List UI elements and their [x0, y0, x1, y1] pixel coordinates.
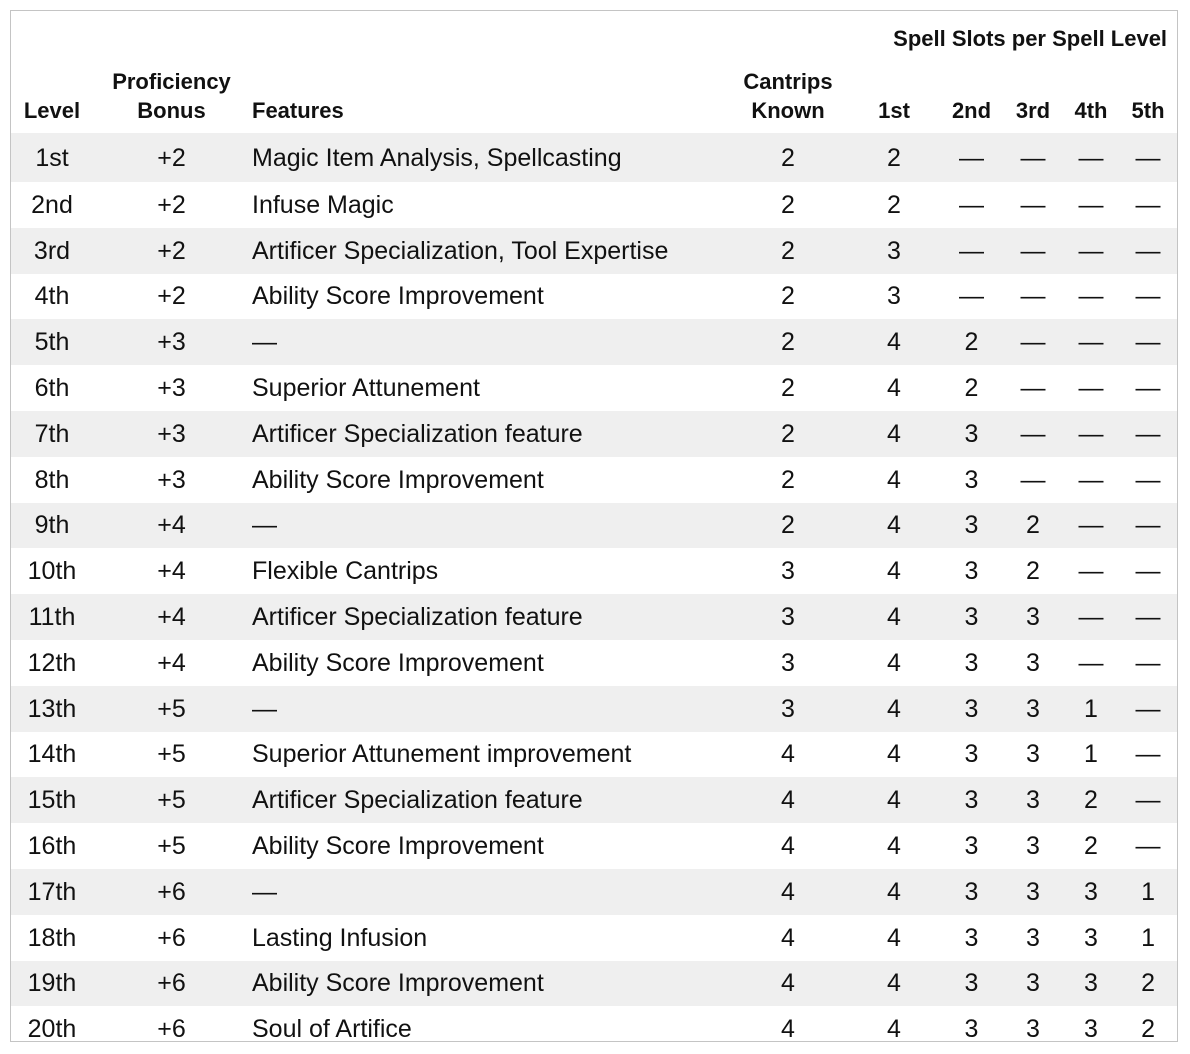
- level-cell: 5th: [11, 319, 93, 365]
- slot-4th-cell: 1: [1063, 686, 1119, 732]
- table-row: [11, 594, 1177, 640]
- proficiency-bonus-cell: +5: [93, 686, 250, 732]
- proficiency-bonus-cell: +4: [157, 648, 186, 677]
- slot-3rd-cell: 3: [1003, 594, 1063, 640]
- level-cell: 15th: [11, 777, 93, 823]
- cantrips-known-cell: 4: [781, 740, 795, 769]
- slot-2nd-cell: 3: [940, 961, 1003, 1007]
- slot-3rd-cell: —: [1003, 319, 1063, 365]
- slot-4th-cell: 3: [1084, 923, 1098, 952]
- proficiency-bonus-cell: +3: [93, 411, 250, 457]
- cantrips-known-cell: 3: [728, 686, 848, 732]
- table-row: [11, 274, 1177, 320]
- proficiency-bonus-cell: +5: [93, 777, 250, 823]
- slot-5th-cell: 2: [1119, 961, 1177, 1007]
- table-row: [11, 411, 1177, 457]
- cantrips-known-cell: 4: [728, 961, 848, 1007]
- slot-1st-cell: 4: [848, 869, 940, 915]
- features-cell: Magic Item Analysis, Spellcasting: [250, 133, 728, 182]
- slot-2nd-cell: —: [959, 190, 984, 219]
- slot-3rd-cell: —: [1003, 411, 1063, 457]
- level-cell: 12th: [27, 648, 77, 677]
- slot-5th-cell: —: [1119, 228, 1177, 274]
- cantrips-known-cell: 2: [728, 228, 848, 274]
- slot-4th-cell: 3: [1084, 1015, 1098, 1044]
- slot-4th-cell: 2: [1084, 832, 1098, 861]
- slot-3rd-cell: 3: [1003, 686, 1063, 732]
- table-row: [11, 732, 1177, 778]
- proficiency-bonus-cell: +4: [93, 503, 250, 549]
- slot-5th-cell: —: [1135, 282, 1161, 311]
- slot-3rd-cell: —: [1020, 282, 1046, 311]
- features-cell: —: [250, 686, 728, 732]
- slot-1st-cell: 4: [848, 503, 940, 549]
- slot-2nd-cell: 3: [940, 411, 1003, 457]
- level-cell: 6th: [34, 374, 70, 403]
- cantrips-known-cell: 4: [781, 1015, 795, 1044]
- proficiency-bonus-cell: +6: [93, 961, 250, 1007]
- slot-1st-cell: 2: [887, 190, 901, 219]
- features-cell: Superior Attunement improvement: [252, 740, 632, 769]
- slot-2nd-cell: 3: [964, 557, 979, 586]
- level-cell: 17th: [11, 869, 93, 915]
- slot-5th-cell: —: [1135, 740, 1161, 769]
- slot-3rd-cell: 2: [1003, 503, 1063, 549]
- slot-4th-cell: —: [1078, 282, 1104, 311]
- slot-4th-cell: 3: [1063, 961, 1119, 1007]
- slot-2nd-cell: 3: [940, 869, 1003, 915]
- table-header: [11, 11, 1177, 133]
- header-slot-2nd: 2nd: [951, 98, 992, 123]
- slot-2nd-cell: 3: [964, 1015, 979, 1044]
- slot-3rd-cell: —: [1003, 228, 1063, 274]
- cantrips-known-cell: 4: [728, 777, 848, 823]
- slot-3rd-cell: 3: [1026, 1015, 1040, 1044]
- slot-5th-cell: —: [1135, 557, 1161, 586]
- slot-2nd-cell: —: [940, 228, 1003, 274]
- slot-4th-cell: —: [1063, 594, 1119, 640]
- proficiency-bonus-cell: +2: [157, 282, 186, 311]
- slot-2nd-cell: —: [940, 133, 1003, 182]
- spell-slots-group-header: Spell Slots per Spell Level: [893, 26, 1168, 51]
- cantrips-known-cell: 2: [781, 465, 795, 494]
- table-row: [11, 961, 1177, 1007]
- slot-5th-cell: 1: [1141, 923, 1155, 952]
- proficiency-bonus-cell: +5: [157, 740, 186, 769]
- table-row: [11, 1006, 1177, 1052]
- slot-1st-cell: 4: [887, 465, 901, 494]
- cantrips-known-cell: 3: [728, 594, 848, 640]
- slot-4th-cell: 1: [1084, 740, 1098, 769]
- level-cell: 8th: [34, 465, 70, 494]
- table-row: [11, 228, 1177, 274]
- slot-2nd-cell: 3: [940, 686, 1003, 732]
- slot-2nd-cell: 3: [964, 740, 979, 769]
- slot-1st-cell: 4: [848, 319, 940, 365]
- proficiency-bonus-cell: +3: [157, 465, 186, 494]
- slot-3rd-cell: 3: [1003, 869, 1063, 915]
- slot-4th-cell: —: [1063, 319, 1119, 365]
- slot-5th-cell: —: [1135, 374, 1161, 403]
- features-cell: Ability Score Improvement: [250, 961, 728, 1007]
- slot-5th-cell: —: [1135, 648, 1161, 677]
- slot-2nd-cell: 3: [940, 594, 1003, 640]
- cantrips-known-cell: 2: [781, 374, 795, 403]
- slot-2nd-cell: 3: [964, 648, 979, 677]
- proficiency-bonus-cell: +2: [157, 190, 186, 219]
- table-row: [11, 457, 1177, 503]
- slot-5th-cell: —: [1119, 411, 1177, 457]
- features-cell: —: [250, 503, 728, 549]
- slot-5th-cell: —: [1135, 465, 1161, 494]
- slot-1st-cell: 4: [848, 411, 940, 457]
- header-proficiency-bonus: Proficiency Bonus: [112, 69, 231, 123]
- slot-2nd-cell: 3: [964, 465, 979, 494]
- table-row: [11, 503, 1177, 549]
- slot-1st-cell: 4: [887, 923, 901, 952]
- slot-5th-cell: —: [1119, 133, 1177, 182]
- proficiency-bonus-cell: +3: [157, 374, 186, 403]
- slot-3rd-cell: 3: [1026, 740, 1040, 769]
- level-cell: 2nd: [31, 190, 73, 219]
- slot-2nd-cell: 3: [940, 777, 1003, 823]
- slot-2nd-cell: 3: [964, 832, 979, 861]
- cantrips-known-cell: 4: [781, 923, 795, 952]
- table-row: [11, 915, 1177, 961]
- slot-3rd-cell: 3: [1003, 961, 1063, 1007]
- slot-2nd-cell: 3: [940, 503, 1003, 549]
- features-cell: Ability Score Improvement: [252, 282, 544, 311]
- proficiency-bonus-cell: +6: [93, 869, 250, 915]
- slot-2nd-cell: 2: [940, 319, 1003, 365]
- slot-1st-cell: 4: [887, 832, 901, 861]
- slot-3rd-cell: 2: [1026, 557, 1040, 586]
- slot-3rd-cell: —: [1003, 133, 1063, 182]
- features-cell: Artificer Specialization feature: [250, 411, 728, 457]
- artificer-table-frame: [10, 10, 1178, 1042]
- slot-4th-cell: —: [1078, 465, 1104, 494]
- slot-3rd-cell: 3: [1026, 832, 1040, 861]
- features-cell: Soul of Artifice: [252, 1015, 412, 1044]
- features-cell: Artificer Specialization feature: [250, 777, 728, 823]
- slot-1st-cell: 4: [887, 557, 901, 586]
- features-cell: Flexible Cantrips: [252, 557, 439, 586]
- cantrips-known-cell: 2: [781, 190, 795, 219]
- level-cell: 1st: [11, 133, 93, 182]
- slot-4th-cell: 3: [1063, 869, 1119, 915]
- proficiency-bonus-cell: +6: [157, 923, 186, 952]
- slot-4th-cell: —: [1063, 411, 1119, 457]
- class-progression-table: [11, 11, 1177, 1052]
- proficiency-bonus-cell: +6: [157, 1015, 186, 1044]
- slot-3rd-cell: 3: [1003, 777, 1063, 823]
- slot-2nd-cell: —: [959, 282, 984, 311]
- slot-5th-cell: —: [1119, 777, 1177, 823]
- features-cell: Ability Score Improvement: [252, 465, 544, 494]
- cantrips-known-cell: 3: [781, 557, 795, 586]
- slot-1st-cell: 4: [887, 374, 901, 403]
- proficiency-bonus-cell: +4: [93, 594, 250, 640]
- table-row: [11, 365, 1177, 411]
- slot-5th-cell: —: [1119, 686, 1177, 732]
- slot-1st-cell: 4: [887, 1015, 901, 1044]
- slot-4th-cell: —: [1078, 557, 1104, 586]
- features-cell: Infuse Magic: [252, 190, 394, 219]
- level-cell: 13th: [11, 686, 93, 732]
- table-row: [11, 777, 1177, 823]
- table-row: [11, 869, 1177, 915]
- cantrips-known-cell: 3: [781, 648, 795, 677]
- slot-4th-cell: —: [1078, 648, 1104, 677]
- level-cell: 10th: [27, 557, 77, 586]
- level-cell: 19th: [11, 961, 93, 1007]
- slot-3rd-cell: 3: [1026, 648, 1040, 677]
- header-slot-5th: 5th: [1131, 98, 1165, 123]
- header-slot-3rd: 3rd: [1015, 98, 1051, 123]
- slot-3rd-cell: —: [1020, 374, 1046, 403]
- features-cell: Superior Attunement: [252, 374, 480, 403]
- proficiency-bonus-cell: +4: [157, 557, 186, 586]
- cantrips-known-cell: 2: [781, 282, 795, 311]
- table-row: [11, 319, 1177, 365]
- slot-4th-cell: 2: [1063, 777, 1119, 823]
- proficiency-bonus-cell: +3: [93, 319, 250, 365]
- table-body: [11, 133, 1177, 1052]
- proficiency-bonus-cell: +5: [157, 832, 186, 861]
- table-row: [11, 686, 1177, 732]
- level-cell: 16th: [27, 832, 77, 861]
- cantrips-known-cell: 2: [728, 319, 848, 365]
- header-slot-4th: 4th: [1074, 98, 1108, 123]
- proficiency-bonus-cell: +2: [93, 133, 250, 182]
- level-cell: 20th: [27, 1015, 77, 1044]
- level-cell: 11th: [11, 594, 93, 640]
- level-cell: 14th: [27, 740, 77, 769]
- slot-1st-cell: 4: [848, 594, 940, 640]
- slot-5th-cell: —: [1135, 832, 1161, 861]
- slot-1st-cell: 4: [848, 961, 940, 1007]
- features-cell: —: [250, 319, 728, 365]
- table-row: [11, 548, 1177, 594]
- slot-5th-cell: —: [1119, 594, 1177, 640]
- level-cell: 18th: [27, 923, 77, 952]
- slot-3rd-cell: —: [1020, 190, 1046, 219]
- slot-2nd-cell: 2: [964, 374, 979, 403]
- slot-1st-cell: 4: [887, 648, 901, 677]
- slot-4th-cell: —: [1063, 503, 1119, 549]
- table-row: [11, 182, 1177, 228]
- slot-1st-cell: 3: [848, 228, 940, 274]
- level-cell: 9th: [11, 503, 93, 549]
- slot-1st-cell: 2: [848, 133, 940, 182]
- features-cell: Ability Score Improvement: [252, 648, 544, 677]
- level-cell: 4th: [34, 282, 70, 311]
- slot-1st-cell: 3: [887, 282, 901, 311]
- header-slot-1st: 1st: [878, 98, 910, 123]
- header-features: Features: [252, 98, 344, 123]
- features-cell: Ability Score Improvement: [252, 832, 544, 861]
- cantrips-known-cell: 2: [728, 503, 848, 549]
- slot-4th-cell: —: [1063, 133, 1119, 182]
- level-cell: 7th: [11, 411, 93, 457]
- slot-5th-cell: —: [1119, 503, 1177, 549]
- slot-5th-cell: 1: [1119, 869, 1177, 915]
- header-cantrips-known: Cantrips Known: [743, 69, 833, 123]
- proficiency-bonus-cell: +2: [93, 228, 250, 274]
- cantrips-known-cell: 2: [728, 411, 848, 457]
- slot-1st-cell: 4: [848, 686, 940, 732]
- slot-5th-cell: —: [1119, 319, 1177, 365]
- slot-3rd-cell: —: [1020, 465, 1046, 494]
- features-cell: —: [250, 869, 728, 915]
- level-cell: 3rd: [11, 228, 93, 274]
- features-cell: Lasting Infusion: [252, 923, 428, 952]
- table-row: [11, 823, 1177, 869]
- cantrips-known-cell: 2: [728, 133, 848, 182]
- features-cell: Artificer Specialization, Tool Expertise: [250, 228, 728, 274]
- cantrips-known-cell: 4: [781, 832, 795, 861]
- slot-3rd-cell: 3: [1026, 923, 1040, 952]
- slot-5th-cell: 2: [1141, 1015, 1155, 1044]
- table-row: [11, 133, 1177, 182]
- table-row: [11, 640, 1177, 686]
- header-level: Level: [23, 98, 81, 123]
- slot-5th-cell: —: [1135, 190, 1161, 219]
- features-cell: Artificer Specialization feature: [250, 594, 728, 640]
- slot-1st-cell: 4: [887, 740, 901, 769]
- slot-4th-cell: —: [1078, 190, 1104, 219]
- slot-4th-cell: —: [1063, 228, 1119, 274]
- header-spacer: [11, 11, 848, 55]
- slot-4th-cell: —: [1078, 374, 1104, 403]
- cantrips-known-cell: 4: [728, 869, 848, 915]
- slot-2nd-cell: 3: [964, 923, 979, 952]
- slot-1st-cell: 4: [848, 777, 940, 823]
